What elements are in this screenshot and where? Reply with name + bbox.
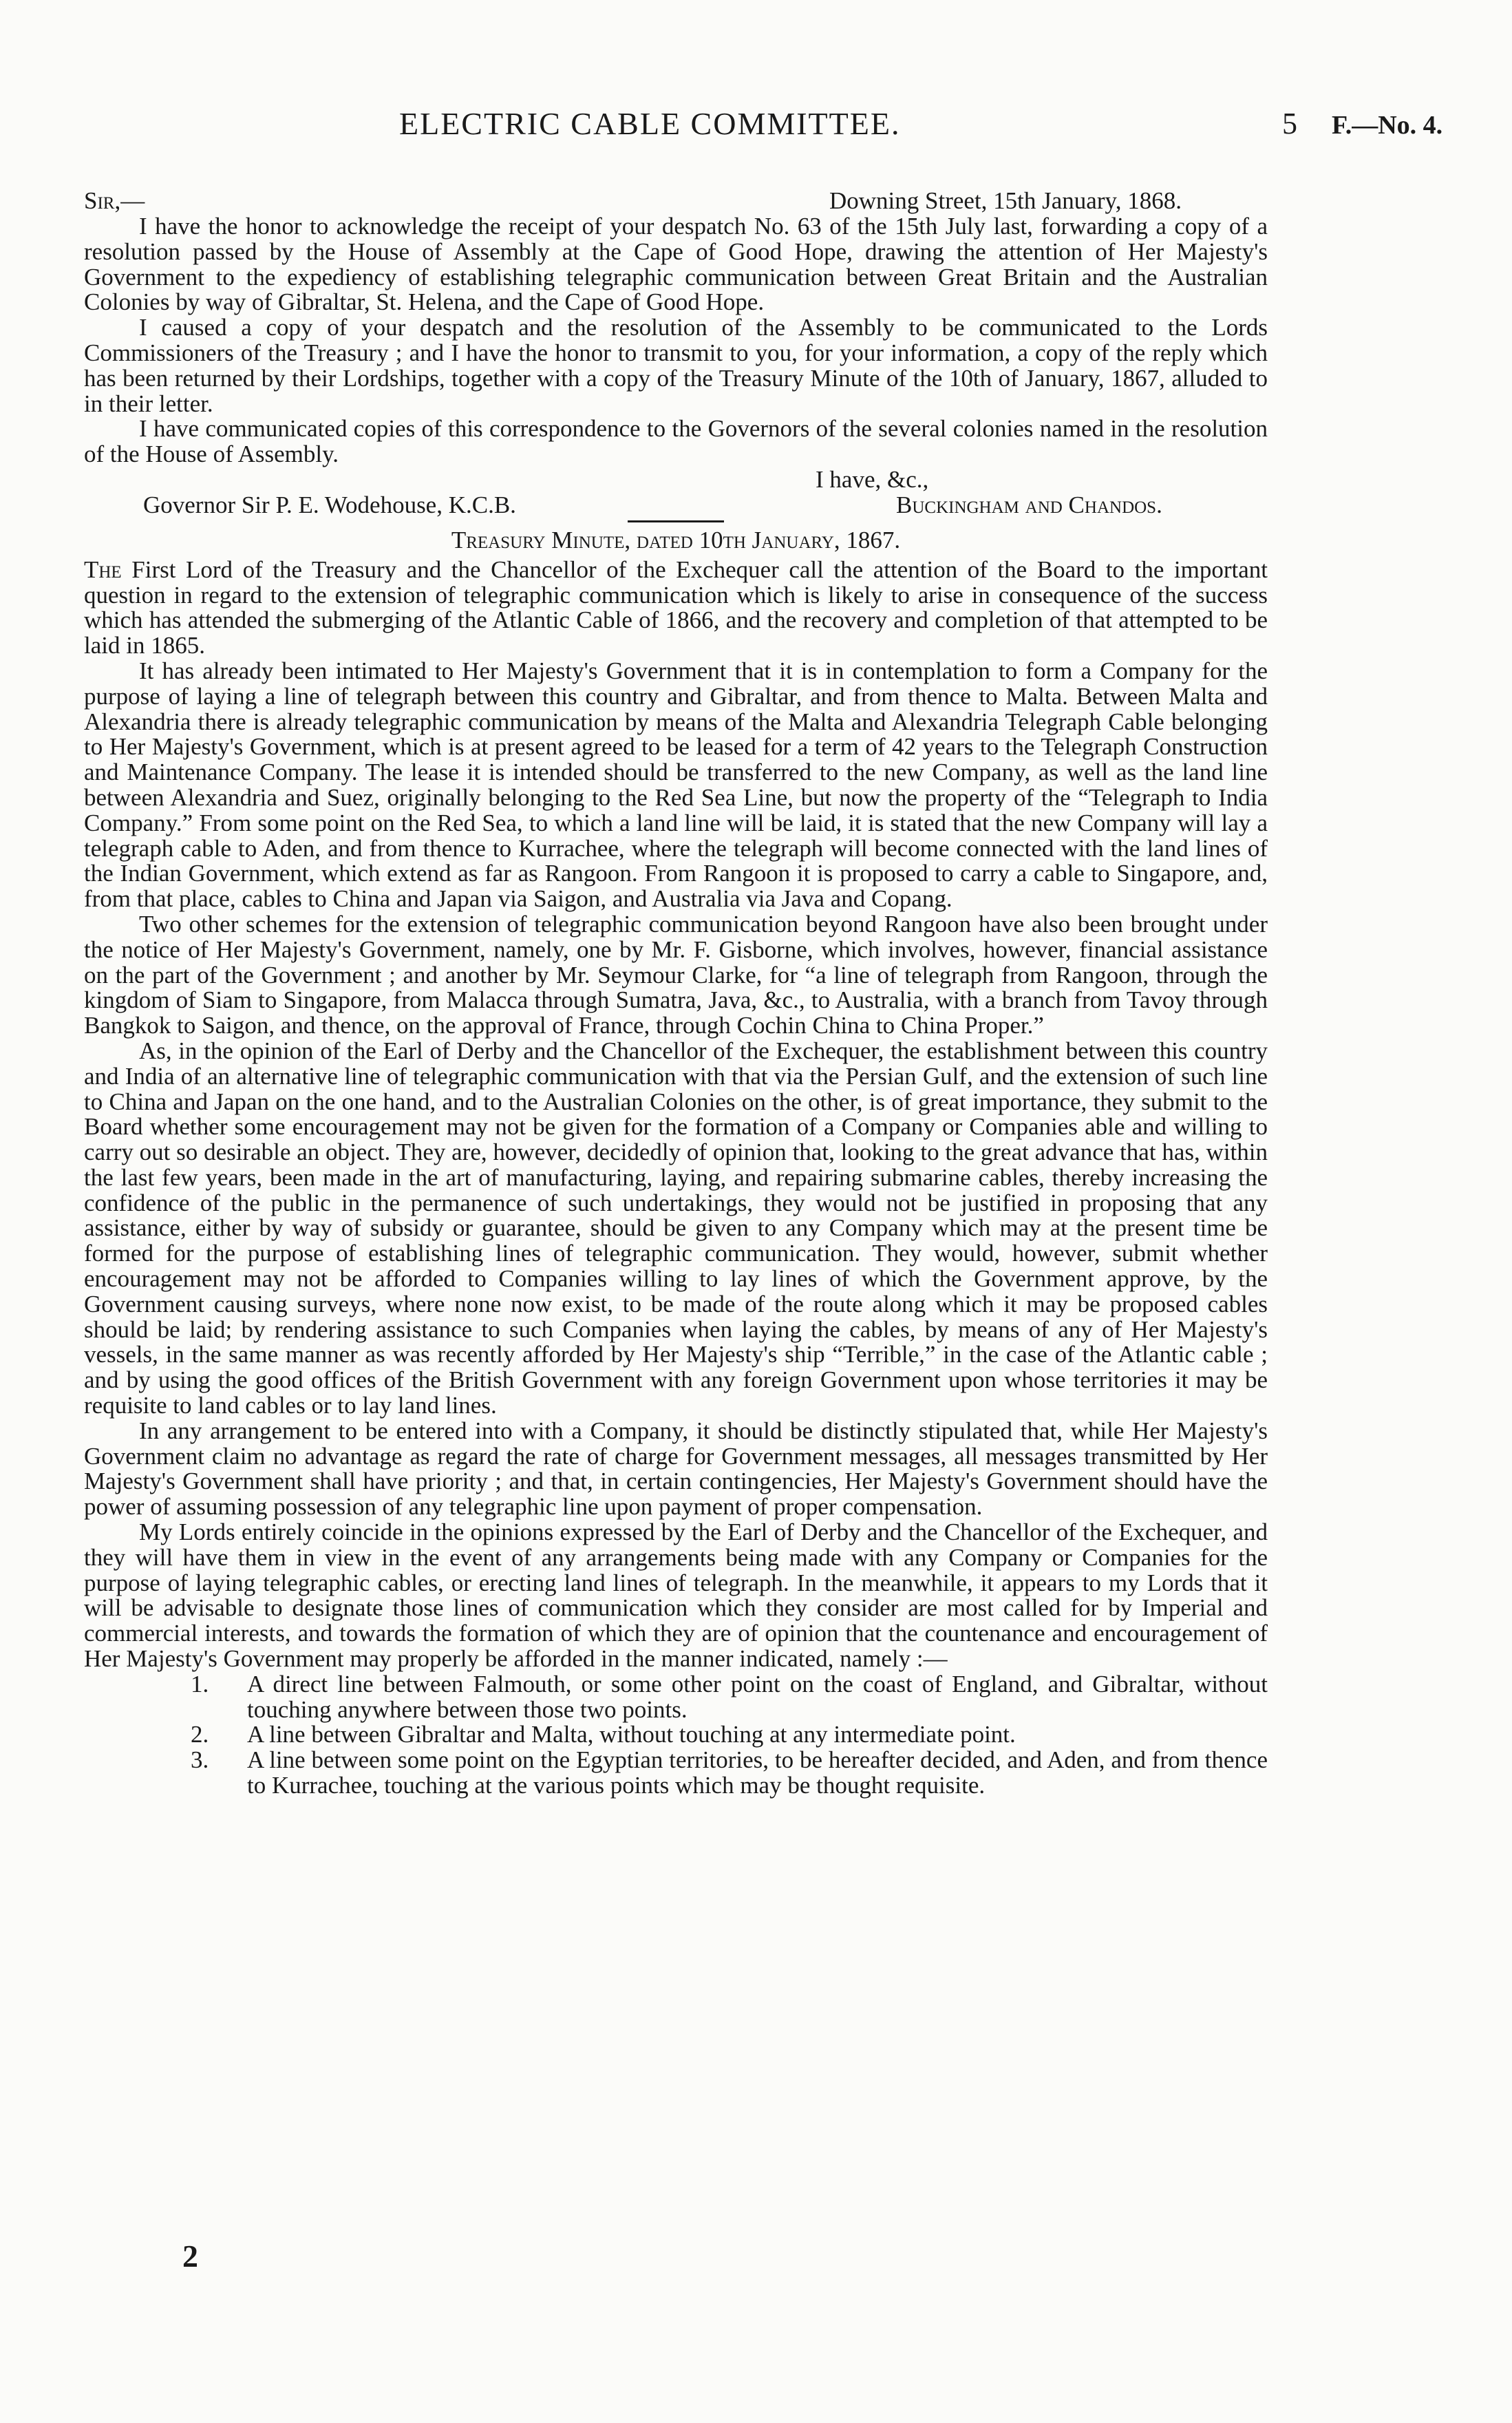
minute-title: Treasury Minute, dated 10th January, 1867.	[451, 526, 901, 553]
addressee: Governor Sir P. E. Wodehouse, K.C.B.	[143, 491, 516, 518]
lines-list	[84, 1672, 1268, 1799]
address-date: Downing Street, 15th January, 1868.	[829, 187, 1182, 214]
list-item-text: A direct line between Falmouth, or some other point on the coast of England, and Gibraltar, without touching anywhere between those two points.	[247, 1670, 1268, 1723]
list-item-number: 2.	[191, 1721, 209, 1748]
signature-row	[84, 493, 1268, 518]
page-number: 5	[1282, 107, 1297, 140]
list-item-number: 3.	[191, 1746, 209, 1774]
minute-paragraph: My Lords entirely coincide in the opinions expressed by the Earl of Derby and the Chancellor of the Exchequer, and they will have them in view in the event of any arrangements being made with any Company or Companies for the purpose of laying telegraphic cables, or erecting land lines of telegraph. In the meanwhile, it appears to my Lords that it will be advisable to designate those lines of communication which they consider are most called for by Imperial and commercial interests, and towards the formation of which they are of opinion that the countenance and encouragement of Her Majesty's Government may properly be afforded in the manner indicated, namely :—	[84, 1519, 1268, 1673]
document-body	[84, 189, 1268, 1799]
list-item	[84, 1722, 1268, 1748]
header-title: ELECTRIC CABLE COMMITTEE.	[399, 106, 901, 141]
list-item	[84, 1748, 1268, 1799]
minute-paragraph-text: First Lord of the Treasury and the Chancellor of the Exchequer call the attention of the Board to the important question in regard to the extension of telegraphic communication which is likely to arise in consequence of the success which has attended the submerging of the Atlantic Cable of 1866, and the recovery and completion of that attempted to be laid in 1865.	[84, 556, 1268, 659]
list-item-number: 1.	[191, 1670, 209, 1697]
minute-paragraph: As, in the opinion of the Earl of Derby and the Chancellor of the Exchequer, the establishment between this country and India of an alternative line of telegraphic communication with that via the Persian Gulf, and the extension of such line to China and Japan on the one hand, and to the Australian Colonies on the other, is of great importance, they submit to the Board whether some encouragement may not be given for the formation of a Company or Companies able and willing to carry out so desirable an object. They are, however, decidedly of opinion that, looking to the great advance that has, within the last few years, been made in the art of manufacturing, laying, and repairing submarine cables, thereby increasing the confidence of the public in the permanence of such undertakings, they would not be justified in proposing that any assistance, either by way of subsidy or guarantee, should be given to any Company which may at the present time be formed for the purpose of establishing lines of telegraphic communication. They would, however, submit whether encouragement may not be afforded to Companies willing to lay lines of which the Government approve, by the Government causing surveys, where none now exist, to be made of the route along which it may be proposed cables should be laid; by rendering assistance to such Companies when laying the cables, by means of any of Her Majesty's vessels, in the same manner as was recently afforded by Her Majesty's ship “Terrible,” in the case of the Atlantic cable ; and by using the good offices of the British Government with any foreign Government upon whose territories it may be requisite to land cables or to lay land lines.	[84, 1037, 1268, 1419]
signature-mark: 2	[182, 2239, 198, 2274]
letter-paragraph: I have the honor to acknowledge the receipt of your despatch No. 63 of the 15th July last, forwarding a copy of a resolution passed by the House of Assembly at the Cape of Good Hope, drawing the attention of Her Majesty's Government to the expediency of establishing telegraphic communication between Great Britain and the Australian Colonies by way of Gibraltar, St. Helena, and the Cape of Good Hope.	[84, 213, 1268, 316]
list-item	[84, 1672, 1268, 1723]
page-header	[0, 106, 1512, 153]
minute-paragraph: In any arrangement to be entered into with a Company, it should be distinctly stipulated that, while Her Majesty's Government claim no advantage as regard the rate of charge for Government messages, all messages transmitted by Her Majesty's Government shall have priority ; and that, in certain contingencies, Her Majesty's Government should have the power of assuming possession of any telegraphic line upon payment of proper compensation.	[84, 1417, 1268, 1521]
list-item-text: A line between Gibraltar and Malta, without touching at any intermediate point.	[247, 1721, 1016, 1748]
document-reference: F.—No. 4.	[1332, 111, 1443, 140]
signatory: Buckingham and Chandos.	[896, 491, 1162, 518]
minute-paragraph: Two other schemes for the extension of telegraphic communication beyond Rangoon have also been brought under the notice of Her Majesty's Government, namely, one by Mr. F. Gisborne, which involves, however, financial assistance on the part of the Government ; and another by Mr. Seymour Clarke, for “a line of telegraph from Rangoon, through the kingdom of Siam to Singapore, from Malacca through Sumatra, Java, &c., to Australia, with a branch from Tavoy through Bangkok to Saigon, and thence, on the approval of France, through Cochin China to China Proper.”	[84, 910, 1268, 1039]
list-item-text: A line between some point on the Egyptian territories, to be hereafter decided, and Aden, and from thence to Kurrachee, touching at the various points which may be thought requisite.	[247, 1746, 1268, 1799]
letter-paragraph: I have communicated copies of this correspondence to the Governors of the several colonies named in the resolution of the House of Assembly.	[84, 415, 1268, 468]
salutation: Sir,—	[84, 187, 145, 214]
closing: I have, &c.,	[816, 465, 929, 493]
letter-heading	[84, 189, 1268, 214]
letter-paragraph: I caused a copy of your despatch and the resolution of the Assembly to be communicated to the Lords Commissioners of the Treasury ; and I have the honor to transmit to you, for your information, a copy of the reply which has been returned by their Lordships, together with a copy of the Treasury Minute of the 10th of January, 1867, alluded to in their letter.	[84, 314, 1268, 417]
minute-paragraph	[84, 558, 1268, 659]
minute-paragraph: It has already been intimated to Her Majesty's Government that it is in contemplation to form a Company for the purpose of laying a line of telegraph between this country and Gibraltar, and from thence to Malta. Between Malta and Alexandria there is already telegraphic communication by means of the Malta and Alexandria Telegraph Cable belonging to Her Majesty's Government, which is at present agreed to be leased for a term of 42 years to the Telegraph Construction and Maintenance Company. The lease it is intended should be transferred to the new Company, as well as the land line between Alexandria and Suez, originally belonging to the Red Sea Line, but now the property of the “Telegraph to India Company.” From some point on the Red Sea, to which a land line will be laid, it is stated that the new Company will lay a telegraph cable to Aden, and from thence to Kurrachee, where the telegraph will become connected with the land lines of the Indian Government, which extend as far as Rangoon. From Rangoon it is proposed to carry a cable to Singapore, and, from that place, cables to China and Japan via Saigon, and Australia via Java and Copang.	[84, 657, 1268, 913]
closing-row	[84, 467, 1268, 493]
divider	[628, 520, 724, 522]
minute-first-word: The	[84, 556, 122, 583]
